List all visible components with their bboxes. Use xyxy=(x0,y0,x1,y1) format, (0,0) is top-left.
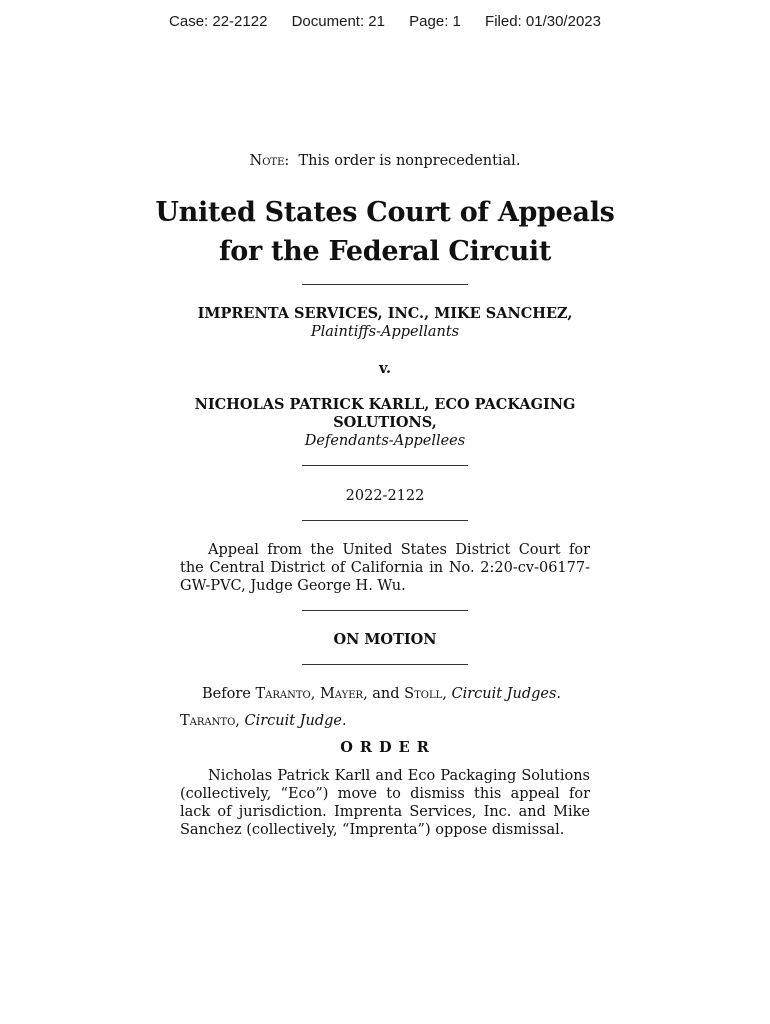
defendants-names-line2: SOLUTIONS, xyxy=(333,414,437,431)
panel-title: Circuit Judges. xyxy=(451,686,562,702)
panel-judge-stoll: Stoll xyxy=(404,686,443,702)
panel-judge-mayer: Mayer xyxy=(319,686,364,702)
nonprecedential-note xyxy=(0,153,770,169)
motion-heading: ON MOTION xyxy=(333,631,437,648)
author-line: Taranto, Circuit Judge. xyxy=(180,713,347,729)
plaintiffs-names: IMPRENTA SERVICES, INC., MIKE SANCHEZ, xyxy=(197,305,573,322)
note-label: Note: xyxy=(249,153,290,169)
court-title-line1: United States Court of Appeals xyxy=(155,197,615,228)
page-number: Page: 1 xyxy=(409,13,461,30)
divider xyxy=(302,610,468,611)
appeal-paragraph: Appeal from the United States District Court for the Central District of California in No. 2:20-cv-06177-GW-PVC, Judge George H. Wu. xyxy=(180,542,590,594)
divider xyxy=(302,284,468,285)
case-number: Case: 22-2122 xyxy=(169,13,268,30)
panel-judge-taranto: Taranto xyxy=(255,686,311,702)
order-paragraph: Nicholas Patrick Karll and Eco Packaging Solutions (collectively, “Eco”) move to dismiss this appeal for lack of jurisdiction. Imprenta Services, Inc. and Mike Sanchez (collectively, “Imprenta”) oppose dismissal. xyxy=(180,768,590,838)
panel-line: Before Taranto, Mayer, and Stoll, Circuit Judges. xyxy=(202,686,562,702)
author-name: Taranto xyxy=(180,713,236,729)
divider xyxy=(302,664,468,665)
court-title-line2: for the Federal Circuit xyxy=(218,236,552,267)
plaintiffs-role: Plaintiffs-Appellants xyxy=(310,324,460,340)
docket-number: 2022-2122 xyxy=(345,488,425,504)
order-heading: O R D E R xyxy=(340,739,430,756)
defendants-role: Defendants-Appellees xyxy=(304,433,466,449)
divider xyxy=(302,520,468,521)
panel-before: Before xyxy=(202,686,251,702)
divider xyxy=(302,465,468,466)
panel-and: and xyxy=(372,686,400,702)
document-number: Document: 21 xyxy=(291,13,385,30)
author-title: Circuit Judge. xyxy=(244,713,347,729)
note-text: This order is nonprecedential. xyxy=(298,153,521,169)
filing-header xyxy=(0,13,770,30)
versus: v. xyxy=(378,360,391,377)
defendants-names-line1: NICHOLAS PATRICK KARLL, ECO PACKAGING xyxy=(194,396,576,413)
filed-date: Filed: 01/30/2023 xyxy=(485,13,601,30)
court-title xyxy=(0,193,770,271)
